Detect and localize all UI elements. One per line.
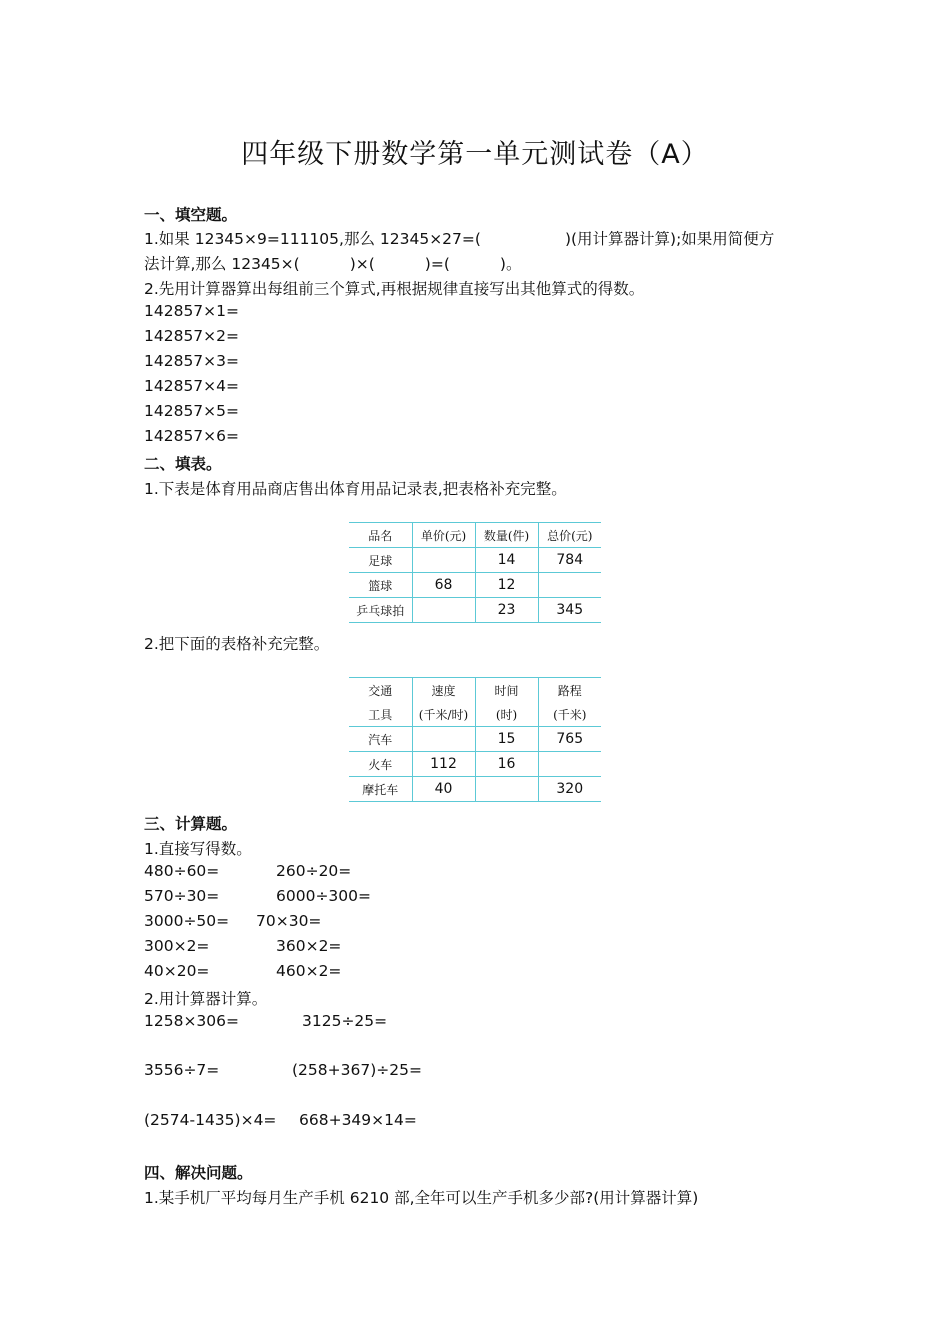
table-cell: 112 xyxy=(412,752,475,777)
question-1-1 xyxy=(144,227,774,249)
table-cell: 16 xyxy=(475,752,538,777)
calc-item: (2574-1435)×4= xyxy=(144,1111,277,1129)
header-cell: (时) xyxy=(475,702,538,727)
q1-text-d: )×( xyxy=(349,255,375,273)
question-3-2: 2.用计算器计算。 xyxy=(144,990,268,1008)
table-row xyxy=(349,752,601,777)
header-cell: 品名 xyxy=(349,523,412,548)
table-cell: 14 xyxy=(475,548,538,573)
table-cell: 乒乓球拍 xyxy=(349,598,412,623)
question-2-1: 1.下表是体育用品商店售出体育用品记录表,把表格补充完整。 xyxy=(144,480,567,498)
q1-text-f: )。 xyxy=(499,255,522,273)
question-4-1: 1.某手机厂平均每月生产手机 6210 部,全年可以生产手机多少部?(用计算器计算) xyxy=(144,1189,699,1207)
equation-item: 142857×4= xyxy=(144,377,240,395)
header-cell: (千米) xyxy=(538,702,601,727)
table-cell xyxy=(412,727,475,752)
table-cell: 足球 xyxy=(349,548,412,573)
sports-goods-table xyxy=(349,522,601,623)
table-cell: 40 xyxy=(412,777,475,802)
header-cell: 总价(元) xyxy=(538,523,601,548)
calc-item: (258+367)÷25= xyxy=(292,1061,422,1079)
table-header-row xyxy=(349,702,601,727)
header-cell: (千米/时) xyxy=(412,702,475,727)
header-cell: 速度 xyxy=(412,678,475,703)
table-cell xyxy=(538,752,601,777)
equation-item: 570÷30= xyxy=(144,887,220,905)
q1-text-a: 1.如果 12345×9=111105,那么 12345×27=( xyxy=(144,230,481,248)
question-1-1-cont xyxy=(144,252,521,274)
header-cell: 工具 xyxy=(349,702,412,727)
calc-item: 668+349×14= xyxy=(299,1111,417,1129)
equation-item: 3000÷50= xyxy=(144,912,230,930)
table-cell: 12 xyxy=(475,573,538,598)
table-cell: 摩托车 xyxy=(349,777,412,802)
q1-text-b: )(用计算器计算);如果用简便方 xyxy=(564,230,775,248)
q1-text-e: )=( xyxy=(424,255,450,273)
calc-item: 3125÷25= xyxy=(302,1012,388,1030)
table-cell xyxy=(412,548,475,573)
table-cell xyxy=(475,777,538,802)
section-1-heading: 一、填空题。 xyxy=(144,206,238,224)
table-cell: 68 xyxy=(412,573,475,598)
header-cell: 单价(元) xyxy=(412,523,475,548)
equation-item: 260÷20= xyxy=(276,862,352,880)
header-cell: 时间 xyxy=(475,678,538,703)
equation-item: 70×30= xyxy=(256,912,322,930)
table-cell: 汽车 xyxy=(349,727,412,752)
table-row xyxy=(349,548,601,573)
table-row xyxy=(349,777,601,802)
equation-item: 6000÷300= xyxy=(276,887,372,905)
table-cell: 15 xyxy=(475,727,538,752)
question-3-1: 1.直接写得数。 xyxy=(144,840,252,858)
section-4-heading: 四、解决问题。 xyxy=(144,1164,253,1182)
table-header-row xyxy=(349,678,601,703)
table-cell: 篮球 xyxy=(349,573,412,598)
question-2-2: 2.把下面的表格补充完整。 xyxy=(144,635,330,653)
table-cell: 765 xyxy=(538,727,601,752)
section-3-heading: 三、计算题。 xyxy=(144,815,238,833)
transport-table xyxy=(349,677,601,802)
equation-item: 142857×3= xyxy=(144,352,240,370)
equation-item: 360×2= xyxy=(276,937,342,955)
table-cell xyxy=(412,598,475,623)
table-cell: 320 xyxy=(538,777,601,802)
header-cell: 交通 xyxy=(349,678,412,703)
section-2-heading: 二、填表。 xyxy=(144,455,222,473)
equation-item: 480÷60= xyxy=(144,862,220,880)
equation-item: 142857×6= xyxy=(144,427,240,445)
calc-item: 1258×306= xyxy=(144,1012,240,1030)
equation-item: 40×20= xyxy=(144,962,210,980)
table-row xyxy=(349,573,601,598)
q1-text-c: 法计算,那么 12345×( xyxy=(144,255,300,273)
equation-item: 142857×5= xyxy=(144,402,240,420)
table-row xyxy=(349,727,601,752)
equation-item: 460×2= xyxy=(276,962,342,980)
header-cell: 路程 xyxy=(538,678,601,703)
table-cell: 23 xyxy=(475,598,538,623)
table-header-row xyxy=(349,523,601,548)
table-cell: 火车 xyxy=(349,752,412,777)
equation-item: 142857×1= xyxy=(144,302,240,320)
table-cell xyxy=(538,573,601,598)
table-cell: 345 xyxy=(538,598,601,623)
table-cell: 784 xyxy=(538,548,601,573)
equation-item: 300×2= xyxy=(144,937,210,955)
table-row xyxy=(349,598,601,623)
question-1-2: 2.先用计算器算出每组前三个算式,再根据规律直接写出其他算式的得数。 xyxy=(144,280,645,298)
equation-item: 142857×2= xyxy=(144,327,240,345)
header-cell: 数量(件) xyxy=(475,523,538,548)
page-title: 四年级下册数学第一单元测试卷（A） xyxy=(241,139,709,170)
calc-item: 3556÷7= xyxy=(144,1061,220,1079)
